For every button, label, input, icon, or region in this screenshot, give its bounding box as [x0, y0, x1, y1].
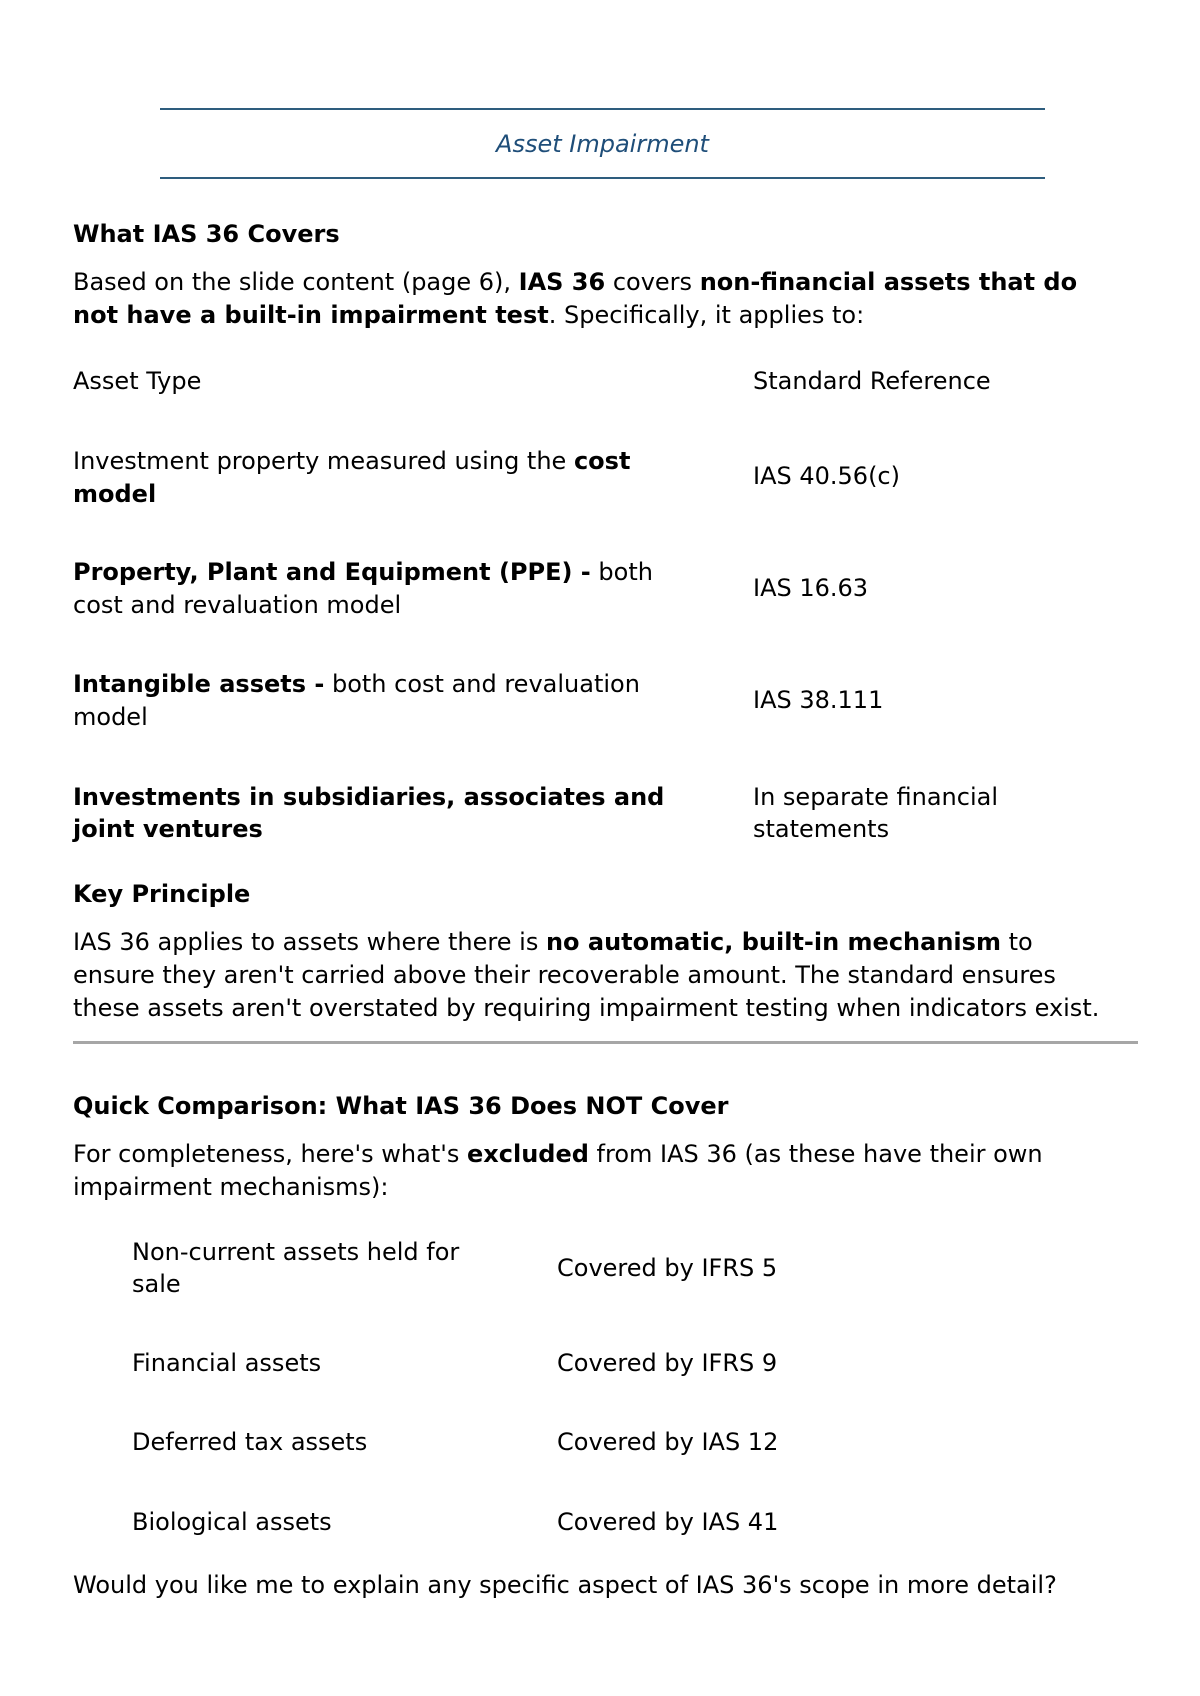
- covering-standard: Covered by IAS 12: [557, 1428, 779, 1456]
- asset-type-line2: model: [73, 703, 148, 731]
- title-top-rule: [160, 108, 1045, 110]
- intro-text: . Specifically, it applies to:: [548, 301, 865, 329]
- kp-text: to: [1000, 928, 1033, 956]
- table-header-asset-type: Asset Type: [73, 367, 202, 395]
- covering-standard: Covered by IAS 41: [557, 1508, 779, 1536]
- excluded-asset: Biological assets: [132, 1508, 332, 1536]
- exclusion-intro-line-1: [73, 1138, 1043, 1171]
- document-title: Asset Impairment: [496, 130, 709, 158]
- asset-type-line1: Investments in subsidiaries, associates and: [73, 783, 665, 811]
- asset-type-line1: [73, 556, 653, 589]
- excl-text: from IAS 36 (as these have their own: [588, 1140, 1043, 1168]
- excl-text: For completeness, here's what's: [73, 1140, 467, 1168]
- intro-line-1: [73, 266, 1077, 299]
- asset-type-line2: joint ventures: [73, 815, 263, 843]
- cell-bold: Property, Plant and Equipment (PPE) -: [73, 558, 591, 586]
- kp-bold: no automatic, built-in mechanism: [545, 928, 1001, 956]
- table-header-standard-reference: Standard Reference: [753, 367, 991, 395]
- intro-bold-scope-cont: not have a built-in impairment test: [73, 301, 549, 329]
- intro-line-2: [73, 299, 864, 332]
- cell-text: both: [590, 558, 653, 586]
- section-heading-key-principle: Key Principle: [73, 880, 251, 908]
- standard-reference: IAS 40.56(c): [753, 462, 900, 490]
- intro-text: Based on the slide content (page 6),: [73, 268, 519, 296]
- excl-bold: excluded: [466, 1140, 589, 1168]
- intro-text: covers: [605, 268, 700, 296]
- asset-type-line1: [73, 668, 640, 701]
- intro-bold-scope: non-financial assets that do: [699, 268, 1078, 296]
- title-bottom-rule: [160, 177, 1045, 179]
- key-principle-line-3: these assets aren't overstated by requiring impairment testing when indicators exist.: [73, 994, 1100, 1022]
- asset-type-line1: [73, 445, 630, 478]
- cell-bold: model: [73, 480, 157, 508]
- section-heading-not-covered: Quick Comparison: What IAS 36 Does NOT Cover: [73, 1092, 729, 1120]
- cell-bold: Intangible assets -: [73, 670, 325, 698]
- intro-bold-ias36: IAS 36: [518, 268, 606, 296]
- key-principle-line-1: [73, 926, 1033, 959]
- cell-text: Investment property measured using the: [73, 447, 574, 475]
- exclusion-intro-line-2: impairment mechanisms):: [73, 1173, 389, 1201]
- standard-reference-cont: statements: [753, 815, 890, 843]
- standard-reference: IAS 38.111: [753, 686, 884, 714]
- cell-bold: cost: [573, 447, 631, 475]
- cell-text: both cost and revaluation: [324, 670, 640, 698]
- covering-standard: Covered by IFRS 5: [557, 1254, 778, 1282]
- key-principle-line-2: ensure they aren't carried above their recoverable amount. The standard ensures: [73, 961, 1056, 989]
- closing-question: Would you like me to explain any specific aspect of IAS 36's scope in more detail?: [73, 1571, 1057, 1599]
- excluded-asset-cont: sale: [132, 1270, 181, 1298]
- kp-text: IAS 36 applies to assets where there is: [73, 928, 546, 956]
- asset-type-line2: cost and revaluation model: [73, 591, 402, 619]
- section-divider: [73, 1041, 1138, 1044]
- standard-reference: In separate financial: [753, 783, 998, 811]
- excluded-asset: Financial assets: [132, 1349, 322, 1377]
- standard-reference: IAS 16.63: [753, 574, 869, 602]
- asset-type-line2: [73, 478, 156, 511]
- excluded-asset: Deferred tax assets: [132, 1428, 368, 1456]
- excluded-asset: Non-current assets held for: [132, 1238, 460, 1266]
- covering-standard: Covered by IFRS 9: [557, 1349, 778, 1377]
- section-heading-covers: What IAS 36 Covers: [73, 220, 340, 248]
